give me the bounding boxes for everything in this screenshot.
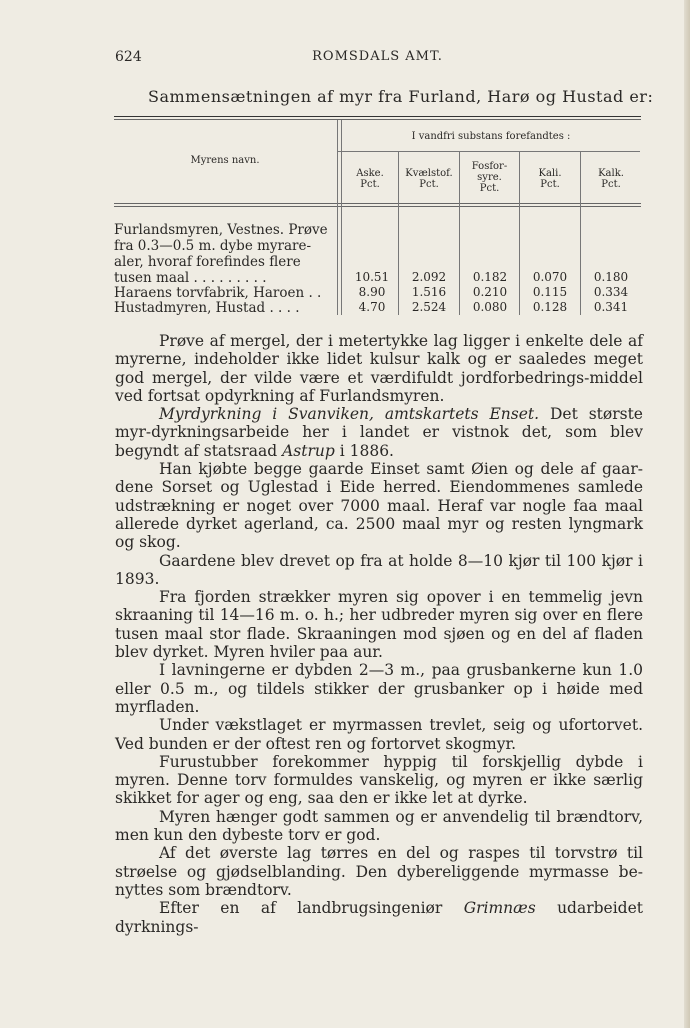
paragraph: Gaardene blev drevet op fra at holde 8—10 kjør til 100 kjør i 1893.	[115, 551, 643, 588]
cell-value: 0.070	[532, 270, 568, 284]
table-top-rule-inner	[114, 119, 641, 120]
row-label: Hustadmyren, Hustad . . . .	[114, 300, 300, 316]
row-label: Furlandsmyren, Vestnes. Prøve	[114, 222, 328, 238]
row-label: tusen maal . . . . . . . . .	[114, 270, 267, 286]
name-column-header: Myrens navn.	[190, 155, 260, 166]
table-caption: Sammensætningen af myr fra Furland, Harø og Hustad er:	[148, 87, 654, 106]
cell-value: 2.524	[411, 300, 447, 314]
section-heading: Myrdyrkning i Svanviken, amtskartets Enset.	[159, 405, 540, 424]
paragraph: Myrdyrkning i Svanviken, amtskartets Enset. Det største myr-dyrkningsarbeide her i landet er vistnok det, som blev begyndt af statsraad Astrup i 1886.	[115, 405, 643, 460]
cell-value: 0.210	[472, 285, 508, 299]
cell-value: 0.128	[532, 300, 568, 314]
paragraph: Efter en af landbrugsingeniør Grimnæs udarbeidet dyrknings-	[115, 899, 644, 936]
paragraph: Af det øverste lag tørres en del og raspes til torvstrø til strøelse og gjødselblanding. Den dybereliggende myrmasse be-nyttes som brændtorv.	[115, 844, 643, 899]
cell-value: 0.180	[593, 270, 629, 284]
paragraph: Han kjøbte begge gaarde Einset samt Øien og dele af gaar-dene Sorset og Uglestad i Eide herred. Eiendommenes samlede udstrækning er noget over 7000 maal. Heraf var nogle faa maal allerede dyrket agerland, ca. 2500 maal myr og resten lyngmark og skog.	[115, 460, 643, 552]
col-header-kalk: Kalk. Pct.	[598, 168, 624, 190]
cell-value: 4.70	[358, 300, 386, 314]
group-header: I vandfri substans forefandtes :	[411, 131, 571, 142]
table-header-rule-inner	[114, 206, 641, 207]
paragraph: Prøve af mergel, der i metertykke lag ligger i enkelte dele af myrerne, indeholder ikke lidet kulsur kalk og er saaledes meget god mergel, der vilde være et værdifuldt jordforbedrings-middel ved fortsat opdyrkning af Furlandsmyren.	[115, 332, 643, 405]
body-text	[115, 332, 643, 936]
paragraph: Myren hænger godt sammen og er anvendelig til brændtorv, men kun den dybeste torv er god.	[115, 807, 643, 845]
row-label: aler, hvoraf forefindes flere	[114, 254, 301, 270]
paragraph: Under vækstlaget er myrmassen trevlet, seig og ufortorvet. Ved bunden er der oftest ren og fortorvet skogmyr.	[115, 716, 643, 753]
col-header-kali: Kali. Pct.	[538, 168, 562, 190]
cell-value: 2.092	[411, 270, 447, 284]
cell-value: 0.334	[593, 285, 629, 299]
cell-value: 0.115	[532, 285, 568, 299]
col-header-kvaelstof: Kvælstof. Pct.	[405, 168, 453, 190]
page-header	[115, 49, 640, 69]
table-vline	[337, 120, 338, 315]
col-header-fosforsyre: Fosfor- syre. Pct.	[471, 161, 508, 194]
cell-value: 0.080	[472, 300, 508, 314]
row-label: Haraens torvfabrik, Haroen . .	[114, 285, 322, 301]
person-name: Astrup	[282, 441, 335, 460]
paragraph: Furustubber forekommer hyppig til forskjellig dybde i myren. Denne torv formuldes vanskelig, og myren er ikke særlig skikket for ager og eng, saa den er ikke let at dyrke.	[115, 752, 643, 808]
cell-value: 8.90	[358, 285, 386, 299]
person-name: Grimnæs	[463, 899, 536, 918]
table-header-rule	[114, 203, 641, 204]
cell-value: 0.341	[593, 300, 629, 314]
cell-value: 10.51	[354, 270, 390, 284]
running-title: ROMSDALS AMT.	[312, 49, 443, 64]
row-label: fra 0.3—0.5 m. dybe myrare-	[114, 238, 312, 254]
group-rule	[338, 151, 640, 152]
page-edge	[684, 0, 690, 1028]
paragraph: I lavningerne er dybden 2—3 m., paa grusbankerne kun 1.0 eller 0.5 m., og tildels stikker der grusbanker op i høide med myrfladen.	[115, 661, 643, 716]
cell-value: 0.182	[472, 270, 508, 284]
cell-value: 1.516	[411, 285, 447, 299]
paragraph: Fra fjorden strækker myren sig opover i en temmelig jevn skraaning til 14—16 m. o. h.; her udbreder myren sig over en flere tusen maal stor flade. Skraaningen mod sjøen og en del af fladen blev dyrket. Myren hviler paa aur.	[115, 588, 643, 662]
col-header-aske: Aske. Pct.	[356, 168, 384, 190]
page-number: 624	[115, 49, 142, 65]
table-top-rule	[114, 116, 641, 117]
